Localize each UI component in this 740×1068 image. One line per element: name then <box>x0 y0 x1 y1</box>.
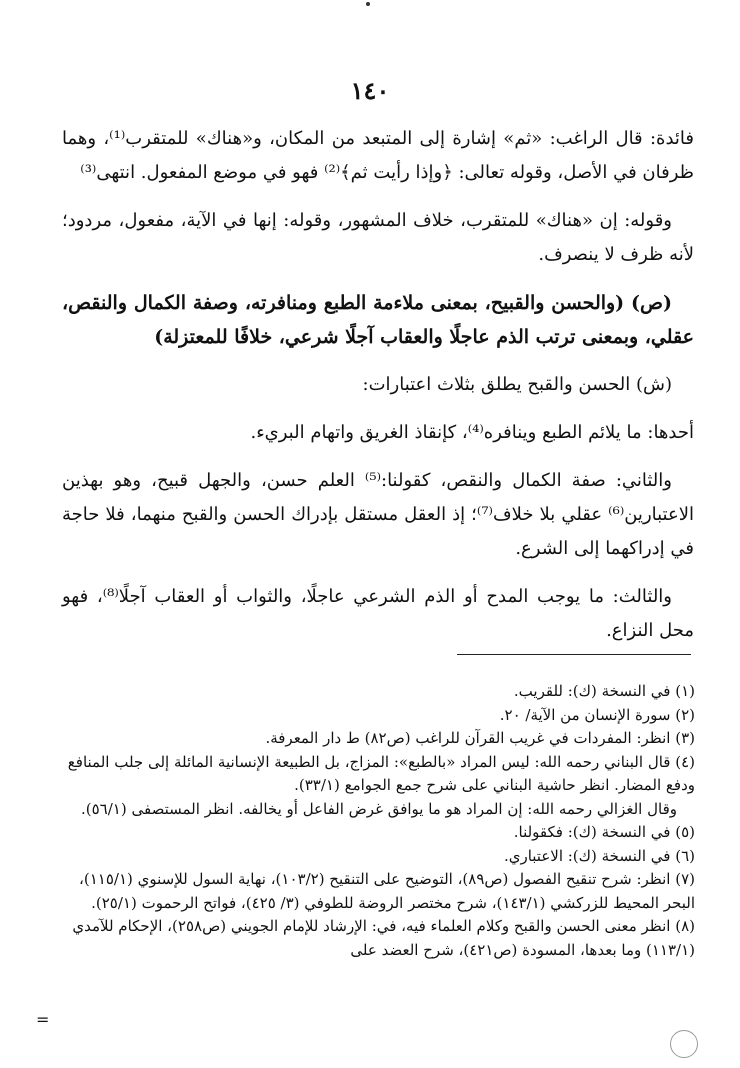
footnotes <box>55 680 695 962</box>
paragraph-matn: (ص) (والحسن والقبيح، بمعنى ملاءمة الطبع ومنافرته، وصفة الكمال والنقص، عقلي، وبمعنى ترتب الذم عاجلًا والعقاب آجلًا شرعي، خلافًا للمعتزلة) <box>62 292 694 348</box>
ink-speck <box>366 2 370 6</box>
paragraph-third: والثالث: ما يوجب المدح أو الذم الشرعي عاجلًا، والثواب أو العقاب آجلًا⁽⁸⁾، فهو محل النزاع. <box>62 586 694 641</box>
paragraph-second: والثاني: صفة الكمال والنقص، كقولنا:⁽⁵⁾ العلم حسن، والجهل قبيح، وهو بهذين الاعتبارين⁽⁶⁾ عقلي بلا خلاف⁽⁷⁾؛ إذ العقل مستقل بإدراك الحسن والقبح منهما، فلا حاجة في إدراكهما إلى الشرع. <box>62 470 694 559</box>
paragraph-sharh-intro: (ش) الحسن والقبح يطلق بثلاث اعتبارات: <box>362 374 672 395</box>
footnote: (٣) انظر: المفردات في غريب القرآن للراغب (ص٨٢) ط دار المعرفة. <box>265 729 695 747</box>
footnote: (٦) في النسخة (ك): الاعتباري. <box>503 846 695 865</box>
paragraph-faida: فائدة: قال الراغب: «ثم» إشارة إلى المتبعد من المكان، و«هناك» للمتقرب⁽¹⁾، وهما ظرفان في الأصل، وقوله تعالى: ﴿وإذا رأيت ثم﴾⁽²⁾ فهو في موضع المفعول. انتهى⁽³⁾ <box>62 128 694 183</box>
footnote: (٥) في النسخة (ك): فكقولنا. <box>513 823 695 841</box>
footnote-continuation: وقال الغزالي رحمه الله: إن المراد هو ما يوافق غرض الفاعل أو يخالفه. انظر المستصفى (٥٦/١). <box>81 799 677 818</box>
paragraph-comment: وقوله: إن «هناك» للمتقرب، خلاف المشهور، وقوله: إنها في الآية، مفعول، مردود؛ لأنه ظرف لا ينصرف. <box>62 210 694 265</box>
footnote: (٧) انظر: شرح تنقيح الفصول (ص٨٩)، التوضيح على التنقيح (١٠٣/٢)، نهاية السول للإسنوي (١١٥/١)، البحر المحيط للزركشي (١٤٣/١)، شرح مختصر الروضة للطوفي (٣/ ٤٢٥)، فواتح الرحموت (٢٥/١). <box>79 870 695 912</box>
footnote: (٨) انظر معنى الحسن والقبح وكلام العلماء فيه، في: الإرشاد للإمام الجويني (ص٢٥٨)، الإحكام للآمدي (١١٣/١) وما بعدها، المسودة (ص٤٢١)، شرح العضد على <box>72 917 695 959</box>
paragraph-first: أحدها: ما يلائم الطبع وينافره⁽⁴⁾، كإنقاذ الغريق واتهام البريء. <box>250 422 694 443</box>
page-number: ١٤٠ <box>350 76 390 105</box>
main-text <box>62 122 694 662</box>
footnote: (١) في النسخة (ك): للقريب. <box>513 682 695 700</box>
continuation-mark: = <box>36 1010 50 1029</box>
footnote-separator <box>457 654 691 655</box>
footnote: (٢) سورة الإنسان من الآية/ ٢٠. <box>499 705 695 724</box>
footnote: (٤) قال البناني رحمه الله: ليس المراد «بالطبع»: المزاج، بل الطبيعة الإنسانية المائلة إلى جلب المنافع ودفع المضار. انظر حاشية البناني على شرح جمع الجوامع (٣٣/١). <box>67 752 695 794</box>
library-stamp <box>670 1030 698 1058</box>
